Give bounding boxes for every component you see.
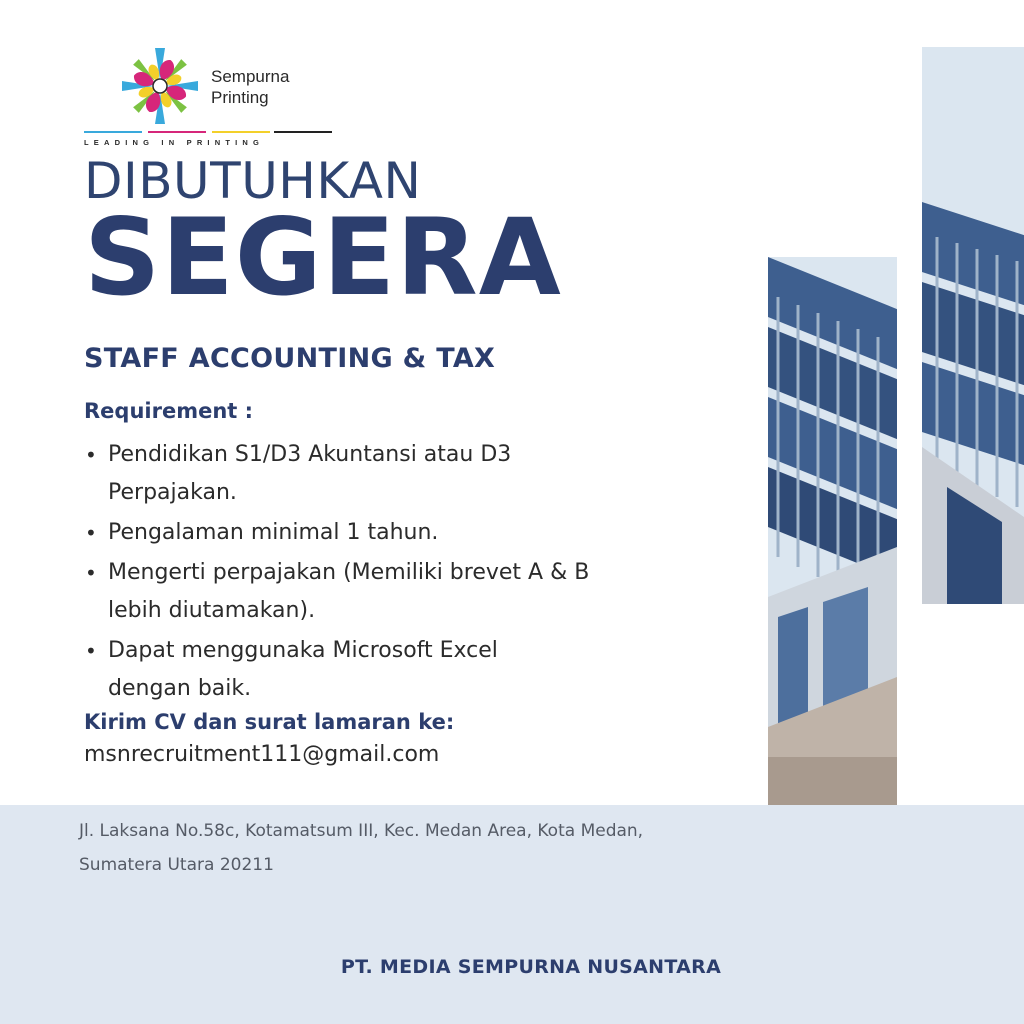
requirement-line: dengan baik. (108, 676, 252, 701)
requirements-title: Requirement : (84, 399, 254, 423)
requirement-item (84, 632, 684, 708)
requirement-line: Dapat menggunaka Microsoft Excel (108, 638, 498, 663)
requirement-line: Pendidikan S1/D3 Akuntansi atau D3 (108, 442, 512, 467)
bullet-icon: • (85, 443, 97, 467)
requirement-line: Mengerti perpajakan (Memiliki brevet A & B (108, 560, 590, 585)
logo-wordmark (211, 66, 289, 108)
position-title: STAFF ACCOUNTING & TAX (84, 343, 496, 374)
bullet-icon: • (85, 639, 97, 663)
logo-name-line2: Printing (211, 88, 269, 107)
requirement-item (84, 554, 684, 630)
recruitment-email[interactable]: msnrecruitment111@gmail.com (84, 742, 440, 767)
logo-color-bars (84, 130, 332, 136)
requirements-list (84, 436, 684, 710)
send-cv-title: Kirim CV dan surat lamaran ke: (84, 710, 455, 734)
requirement-line: Perpajakan. (108, 480, 237, 505)
building-photo-left (768, 257, 897, 805)
logo-tagline: LEADING IN PRINTING (84, 138, 265, 147)
address-line1: Jl. Laksana No.58c, Kotamatsum III, Kec. Medan Area, Kota Medan, (79, 821, 644, 841)
logo-name-line1: Sempurna (211, 67, 290, 86)
headline-segera: SEGERA (84, 196, 562, 319)
bullet-icon: • (85, 521, 97, 545)
bullet-icon: • (85, 561, 97, 585)
requirement-line: lebih diutamakan). (108, 598, 316, 623)
office-address (79, 814, 779, 882)
requirement-item (84, 514, 684, 552)
building-photo-right (922, 47, 1024, 604)
headline-dibutuhkan: DIBUTUHKAN (84, 152, 422, 210)
sempurna-logo-icon (118, 44, 202, 128)
requirement-item (84, 436, 684, 512)
company-name: PT. MEDIA SEMPURNA NUSANTARA (340, 956, 722, 978)
address-line2: Sumatera Utara 20211 (79, 855, 274, 875)
requirement-line: Pengalaman minimal 1 tahun. (108, 520, 439, 545)
